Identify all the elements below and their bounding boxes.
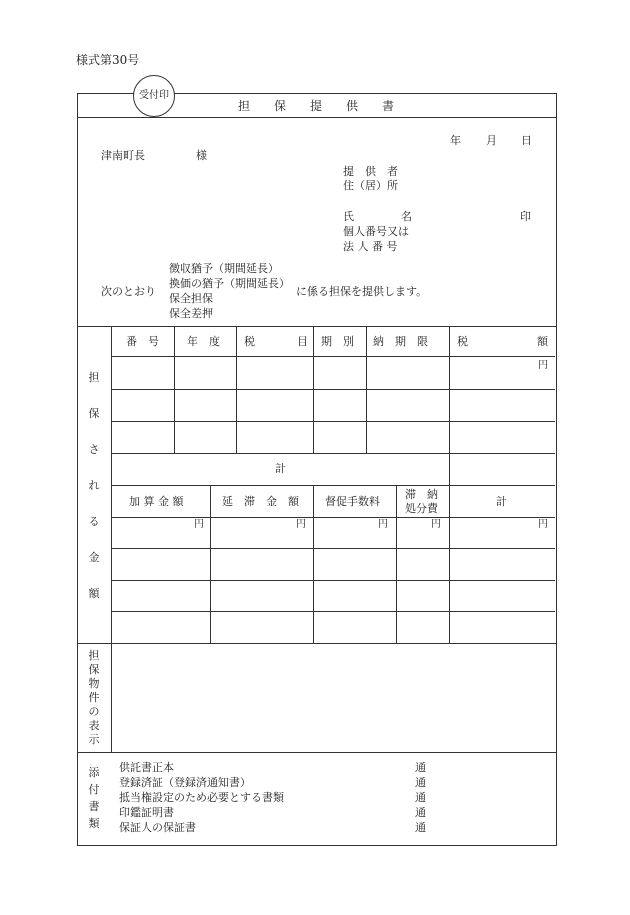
header-tax-2: 目 <box>297 335 308 348</box>
row-line <box>111 611 555 612</box>
seal-mark: 印 <box>520 210 531 223</box>
attachment-unit: 通 <box>415 791 426 804</box>
header-disposal-fee: 処分費 <box>405 502 438 515</box>
yen-unit: 円 <box>431 519 441 530</box>
name-label-2: 名 <box>401 210 412 223</box>
side-label-amount: 担 保 さ れ る 金 額 <box>88 371 100 600</box>
col-line <box>313 485 314 643</box>
row-line <box>111 485 555 486</box>
date-month: 月 <box>486 134 497 147</box>
yen-unit: 円 <box>296 519 306 530</box>
attachment-unit: 通 <box>415 761 426 774</box>
col-line <box>449 485 450 643</box>
col-line <box>366 326 367 453</box>
id-label-2: 法 人 番 号 <box>343 240 398 253</box>
row-line <box>111 356 555 357</box>
yen-unit: 円 <box>194 519 204 530</box>
title-char: 提 <box>309 99 322 113</box>
purpose-option-1: 徴収猶予（期間延長） <box>169 262 279 275</box>
header-year: 年 度 <box>187 335 220 348</box>
purpose-option-4: 保全差押 <box>169 307 213 320</box>
title-char: 供 <box>345 99 358 113</box>
col-line <box>236 326 237 453</box>
attachment-item: 登録済証（登録済通知書） <box>119 776 251 789</box>
purpose-suffix: に係る担保を提供します。 <box>296 285 428 298</box>
row-line <box>111 421 555 422</box>
header-tax-1: 税 <box>244 335 255 348</box>
yen-unit: 円 <box>378 519 388 530</box>
header-period: 期 別 <box>321 335 354 348</box>
col-line <box>210 485 211 643</box>
header-delinquent: 滞 納 <box>405 488 438 501</box>
name-label-1: 氏 <box>343 210 354 223</box>
attachment-unit: 通 <box>415 806 426 819</box>
side-label-property: 担 保 物 件 の 表 示 <box>88 649 100 746</box>
document-title <box>238 100 394 112</box>
id-label-1: 個人番号又は <box>343 225 409 238</box>
row-line <box>111 517 555 518</box>
form-number: 様式第30号 <box>76 53 140 67</box>
header-total: 計 <box>496 495 507 508</box>
title-char: 書 <box>381 99 394 113</box>
attachment-item: 保証人の保証書 <box>119 821 196 834</box>
yen-unit: 円 <box>538 519 548 530</box>
attachment-item: 印鑑証明書 <box>119 806 174 819</box>
attachment-item: 供託書正本 <box>119 761 174 774</box>
side-label-attachments: 添 付 書 類 <box>88 766 100 830</box>
attachment-unit: 通 <box>415 821 426 834</box>
header-surcharge: 加 算 金 額 <box>129 495 184 508</box>
address-label: 住（居）所 <box>343 179 398 192</box>
header-number: 番 号 <box>126 335 159 348</box>
form-frame <box>77 90 557 846</box>
divider-title <box>77 117 556 118</box>
row-line <box>111 580 555 581</box>
subtotal-label: 計 <box>275 462 286 475</box>
col-line <box>449 326 450 485</box>
date-day: 日 <box>521 134 532 147</box>
row-line <box>111 548 555 549</box>
purpose-option-3: 保全担保 <box>169 292 213 305</box>
col-line <box>313 326 314 453</box>
date-year: 年 <box>450 134 461 147</box>
header-amount-1: 税 <box>457 335 468 348</box>
header-amount-2: 額 <box>537 335 548 348</box>
col-line <box>174 326 175 453</box>
purpose-prefix: 次のとおり <box>101 285 156 298</box>
divider-property <box>77 752 556 753</box>
divider-header <box>77 326 556 327</box>
attachment-unit: 通 <box>415 776 426 789</box>
title-char: 担 <box>238 99 251 113</box>
header-reminder-fee: 督促手数料 <box>325 495 380 508</box>
recipient-name: 津南町長 <box>101 149 145 162</box>
row-line <box>111 453 555 454</box>
attachment-item: 抵当権設定のため必要とする書類 <box>119 791 284 804</box>
yen-unit: 円 <box>538 360 548 371</box>
purpose-option-2: 換価の猶予（期間延長） <box>169 277 290 290</box>
header-late-fee: 延 滞 金 額 <box>222 495 299 508</box>
row-line <box>111 389 555 390</box>
col-line <box>396 485 397 643</box>
title-char: 保 <box>273 99 286 113</box>
header-deadline: 納 期 限 <box>373 335 428 348</box>
reception-stamp <box>133 75 175 117</box>
provider-label: 提 供 者 <box>343 165 398 178</box>
divider-amount <box>77 643 556 644</box>
recipient-honorific: 様 <box>196 149 207 162</box>
stamp-label: 受付印 <box>139 90 169 101</box>
